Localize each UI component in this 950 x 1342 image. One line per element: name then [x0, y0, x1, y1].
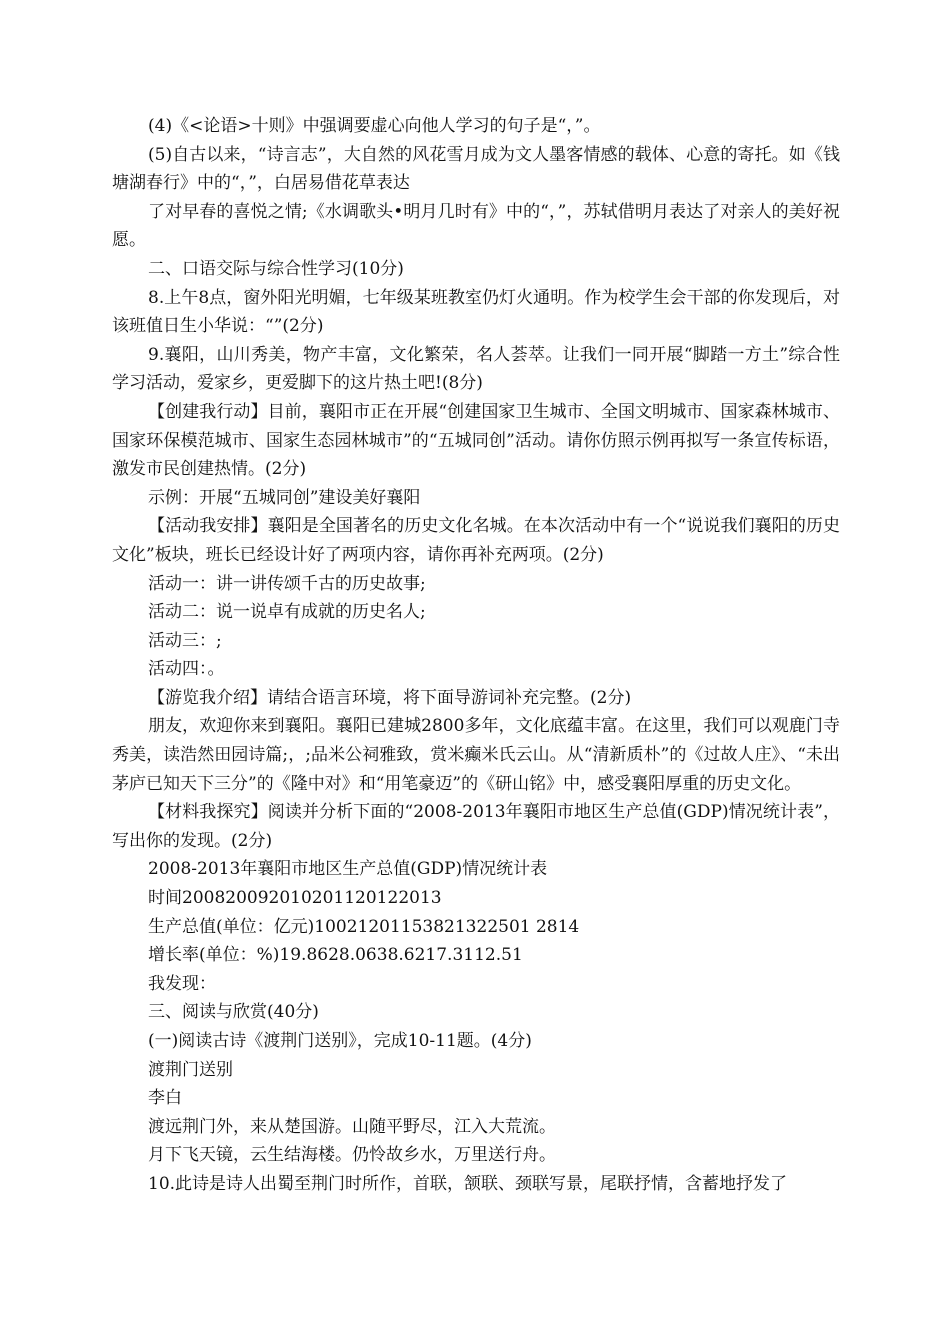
section-2-heading: 二、口语交际与综合性学习(10分): [148, 258, 404, 279]
document-page: [112, 112, 840, 1199]
gdp-table-title: 2008-2013年襄阳市地区生产总值(GDP)情况统计表: [148, 859, 548, 880]
tour-guide-text: 朋友，欢迎你来到襄阳。襄阳已建城2800多年，文化底蕴丰富。在这里，我们可以观鹿门寺秀美，读浩然田园诗篇;，;品米公祠雅致，赏米癫米氏云山。从“清新质朴”的《过故人庄》、“未出茅庐已知天下三分”的《隆中对》和“用笔豪迈”的《研山铭》中，感受襄阳厚重的历史文化。: [112, 716, 840, 794]
poem-line-2: 月下飞天镜，云生结海楼。仍怜故乡水，万里送行舟。: [148, 1145, 556, 1166]
poem-author: 李白: [148, 1088, 182, 1109]
slogan-example: 示例：开展“五城同创”建设美好襄阳: [148, 487, 421, 508]
task-explore-material: 【材料我探究】阅读并分析下面的“2008-2013年襄阳市地区生产总值(GDP)情况统计表”，写出你的发现。(2分): [112, 802, 840, 851]
activity-4: 活动四：。: [148, 659, 225, 680]
poem-line-1: 渡远荆门外，来从楚国游。山随平野尽，江入大荒流。: [148, 1116, 556, 1137]
question-5-continued: 了对早春的喜悦之情;《水调歌头•明月几时有》中的“，”，苏轼借明月表达了对亲人的美好祝愿。: [112, 201, 840, 251]
activity-3: 活动三：;: [148, 630, 222, 651]
my-finding: 我发现：: [148, 973, 216, 994]
section-3-heading: 三、阅读与欣赏(40分): [148, 1002, 319, 1023]
gdp-row-output: 生产总值(单位：亿元)10021201153821322501 2814: [148, 916, 580, 937]
task-tour-guide: 【游览我介绍】请结合语言环境，将下面导游词补充完整。(2分): [148, 687, 632, 708]
question-5-line: (5)自古以来，“诗言志”，大自然的风花雪月成为文人墨客情感的载体、心意的寄托。如《钱塘湖春行》中的“，”，白居易借花草表达: [112, 144, 840, 194]
task-create-slogan: 【创建我行动】目前，襄阳市正在开展“创建国家卫生城市、全国文明城市、国家森林城市、国家环保模范城市、国家生态园林城市”的“五城同创”活动。请你仿照示例再拟写一条宣传标语，激发市民创建热情。(2分): [112, 401, 840, 480]
question-9: 9.襄阳，山川秀美，物产丰富，文化繁荣，名人荟萃。让我们一同开展“脚踏一方土”综合性学习活动，爱家乡，更爱脚下的这片热土吧!(8分): [112, 344, 840, 394]
question-4-line: (4)《<论语>十则》中强调要虚心向他人学习的句子是“，”。: [148, 116, 601, 136]
activity-1: 活动一：讲一讲传颂千古的历史故事;: [148, 573, 426, 594]
gdp-row-years: 时间200820092010201120122013: [148, 888, 442, 909]
task-arrange-activities: 【活动我安排】襄阳是全国著名的历史文化名城。在本次活动中有一个“说说我们襄阳的历史文化”板块，班长已经设计好了两项内容，请你再补充两项。(2分): [112, 516, 840, 565]
question-10: 10.此诗是诗人出蜀至荆门时所作，首联，颔联、颈联写景，尾联抒情，含蓄地抒发了: [148, 1173, 788, 1194]
activity-2: 活动二：说一说卓有成就的历史名人;: [148, 602, 426, 623]
poem-title: 渡荆门送别: [148, 1059, 233, 1080]
poem-section-intro: (一)阅读古诗《渡荆门送别》，完成10-11题。(4分): [148, 1031, 532, 1051]
question-8: 8.上午8点，窗外阳光明媚，七年级某班教室仍灯火通明。作为校学生会干部的你发现后，对该班值日生小华说：“”(2分): [112, 287, 840, 337]
gdp-row-growth: 增长率(单位：%)19.8628.0638.6217.3112.51: [148, 945, 523, 966]
